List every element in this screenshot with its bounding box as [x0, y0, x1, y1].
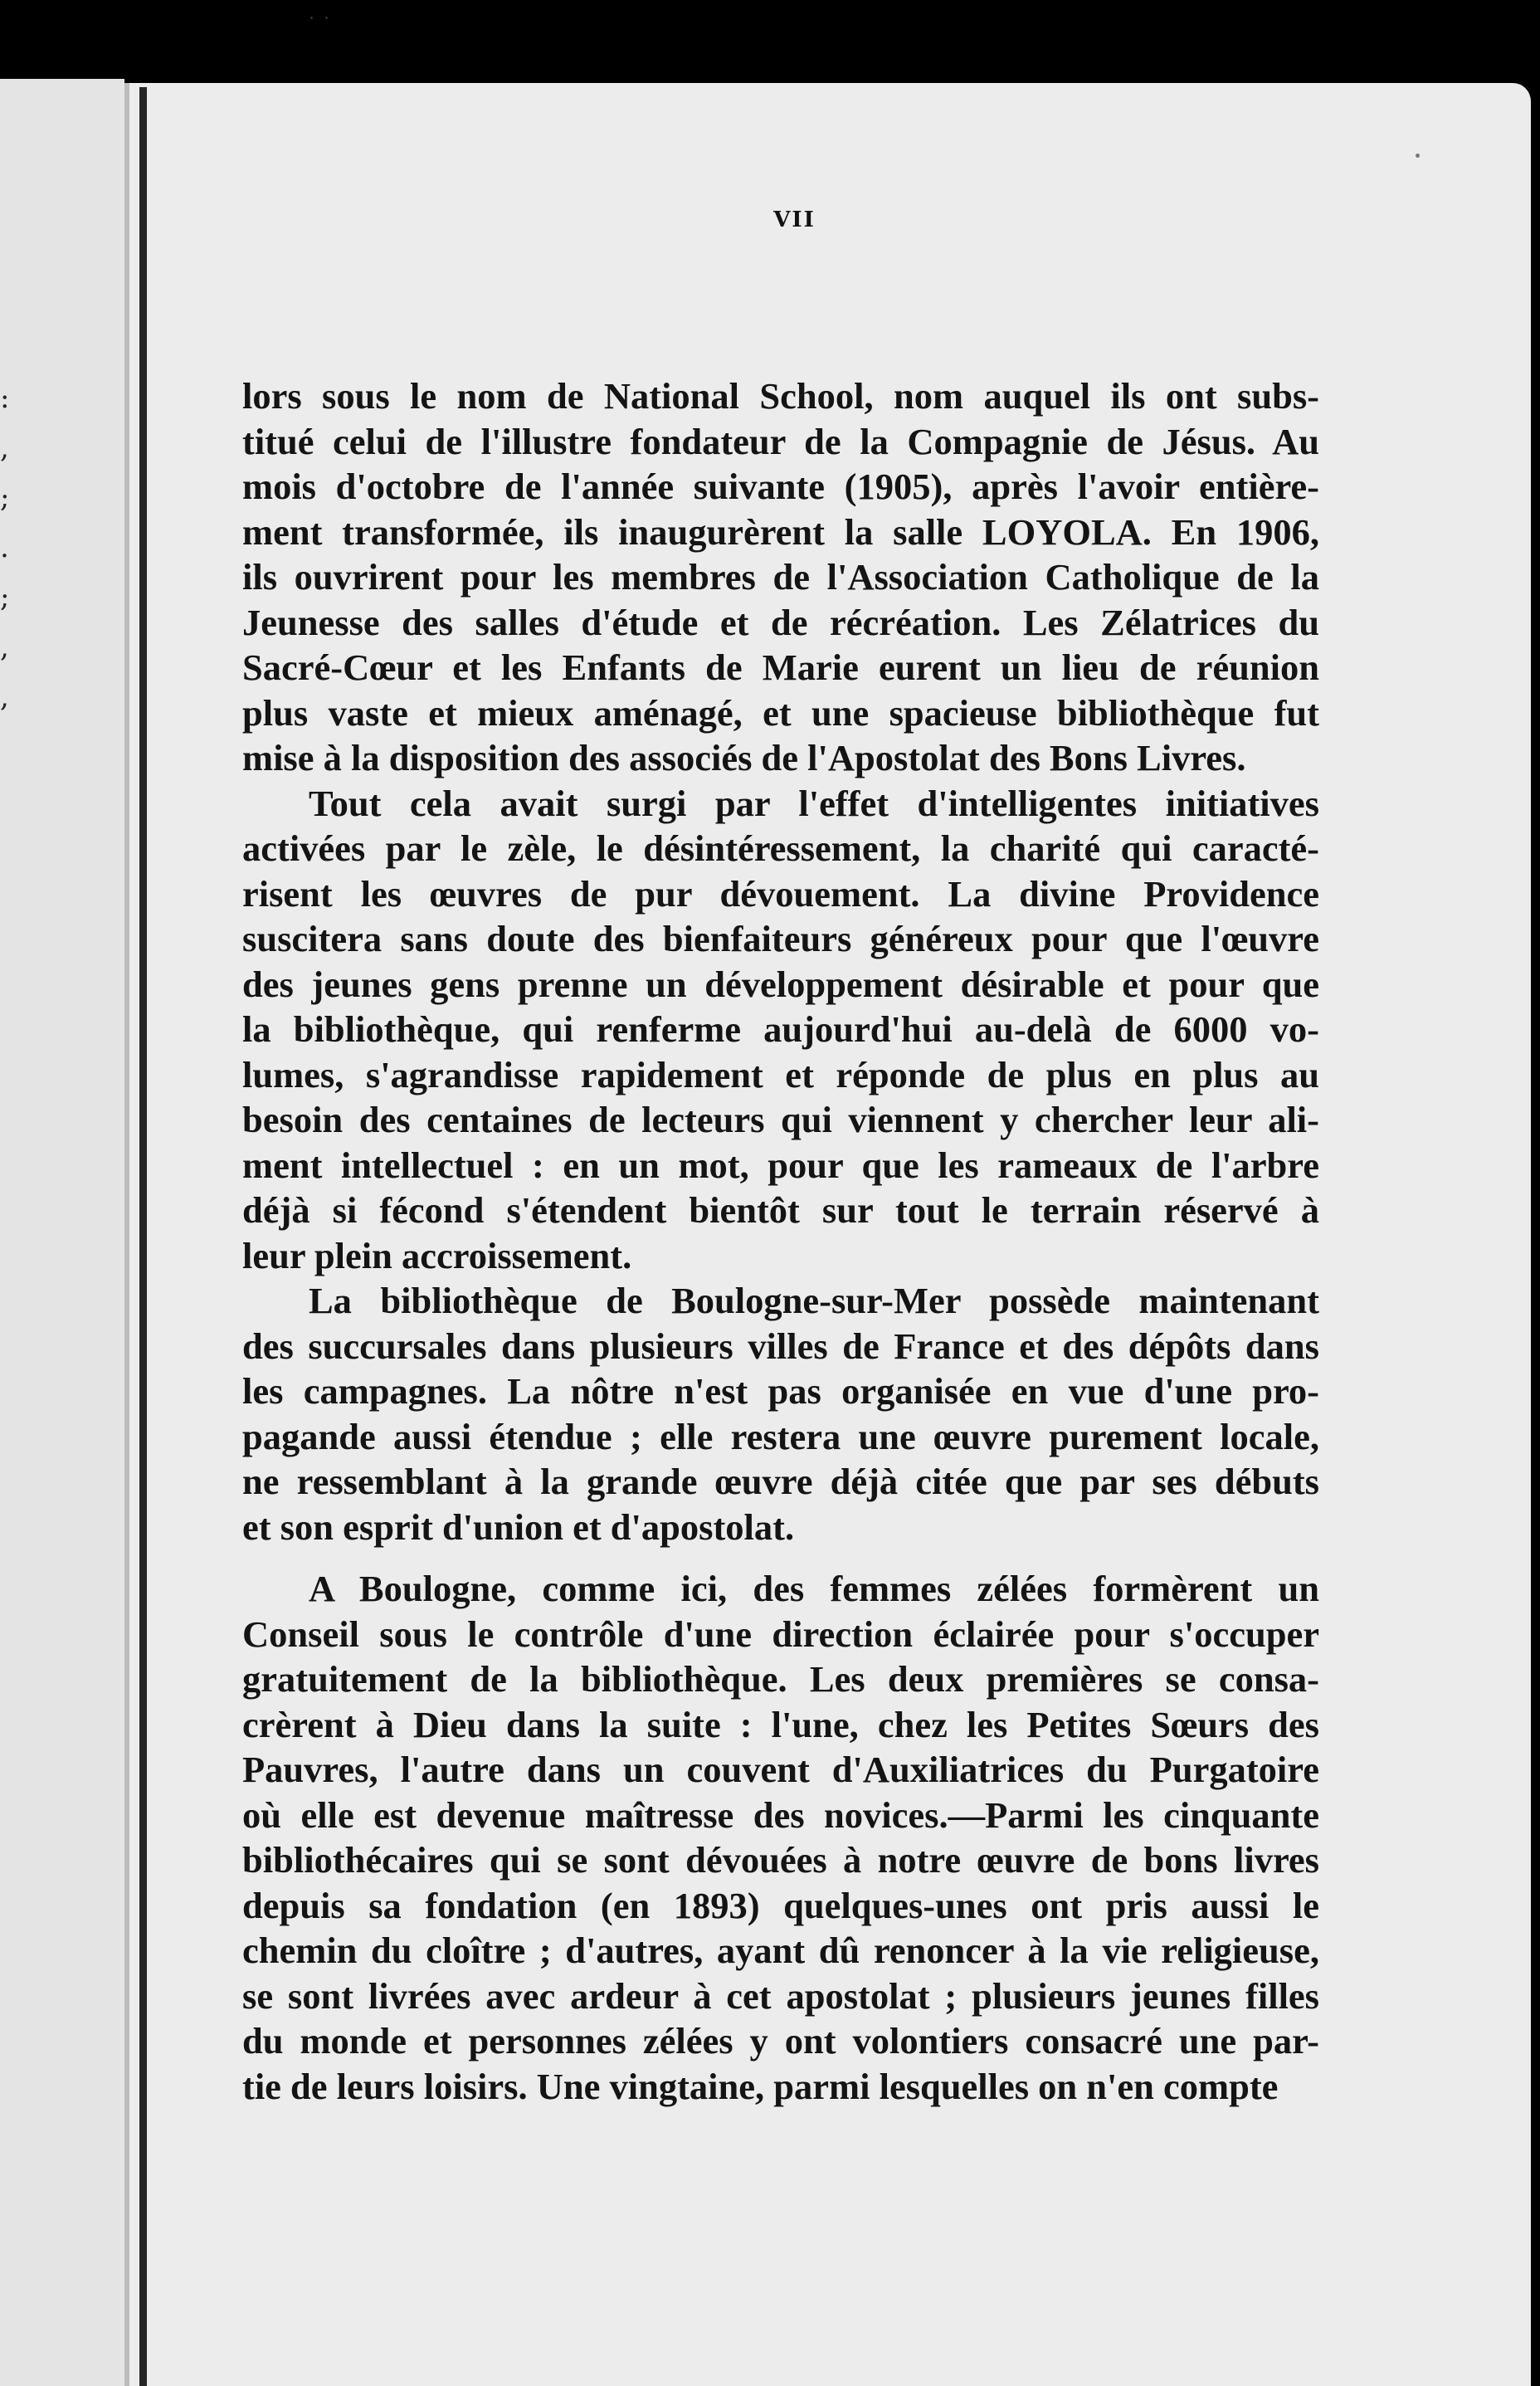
- text-line: leur plein accroissement.: [242, 1234, 632, 1276]
- text-line: plus vaste et mieux aménagé, et une spacieuse bibliothèque fut: [242, 691, 1319, 734]
- text-line: Jeunesse des salles d'étude et de récréation. Les Zélatrices du: [242, 601, 1319, 643]
- text-line: titué celui de l'illustre fondateur de la Compagnie de Jésus. Au: [242, 420, 1319, 462]
- text-line: des succursales dans plusieurs villes de France et des dépôts dans: [242, 1325, 1319, 1367]
- text-line: pagande aussi étendue ; elle restera une œuvre purement locale,: [242, 1415, 1319, 1457]
- body-text: [242, 373, 1319, 2109]
- text-line: ment transformée, ils inaugurèrent la salle LOYOLA. En 1906,: [242, 510, 1319, 553]
- text-line: A Boulogne, comme ici, des femmes zélées formèrent un: [309, 1568, 1319, 1609]
- text-line: lumes, s'agrandisse rapidement et réponde de plus en plus au: [242, 1053, 1319, 1095]
- text-line: suscitera sans doute des bienfaiteurs généreux pour que l'œuvre: [242, 918, 1319, 959]
- text-line: besoin des centaines de lecteurs qui viennent y chercher leur ali-: [242, 1099, 1319, 1140]
- text-line: mois d'octobre de l'année suivante (1905), après l'avoir entière-: [242, 466, 1319, 507]
- text-line: des jeunes gens prenne un développement désirable et pour que: [242, 963, 1319, 1005]
- text-line: gratuitement de la bibliothèque. Les deux premières se consa-: [242, 1658, 1319, 1700]
- text-line: se sont livrées avec ardeur à cet apostolat ; plusieurs jeunes filles: [242, 1974, 1319, 2017]
- text-line: où elle est devenue maîtresse des novices.—Parmi les cinquante: [242, 1793, 1319, 1836]
- page-number: VII: [773, 207, 816, 232]
- text-line: les campagnes. La nôtre n'est pas organisée en vue d'une pro-: [242, 1370, 1319, 1412]
- text-line: depuis sa fondation (en 1893) quelques-unes ont pris aussi le: [242, 1884, 1319, 1926]
- paragraph: [242, 1278, 1319, 1549]
- text-line: Sacré-Cœur et les Enfants de Marie eurent un lieu de réunion: [242, 647, 1319, 688]
- text-line: du monde et personnes zélées y ont volontiers consacré une par-: [242, 2020, 1319, 2062]
- previous-page-edge: [0, 79, 124, 2386]
- text-line: risent les œuvres de pur dévouement. La divine Providence: [242, 872, 1319, 915]
- book-spine-shadow: [139, 87, 147, 2386]
- text-line: La bibliothèque de Boulogne-sur-Mer possède maintenant: [309, 1280, 1319, 1321]
- text-line: Pauvres, l'autre dans un couvent d'Auxiliatrices du Purgatoire: [242, 1749, 1319, 1790]
- text-line: activées par le zèle, le désintéressement, la charité qui caracté-: [242, 827, 1319, 869]
- paragraph: [242, 1566, 1319, 2109]
- text-line: bibliothécaires qui se sont dévouées à notre œuvre de bons livres: [242, 1839, 1319, 1881]
- text-line: mise à la disposition des associés de l'Apostolat des Bons Livres.: [242, 737, 1246, 778]
- text-line: déjà si fécond s'étendent bientôt sur tout le terrain réservé à: [242, 1189, 1319, 1231]
- text-line: la bibliothèque, qui renferme aujourd'hui au-delà de 6000 vo-: [242, 1008, 1319, 1050]
- text-line: chemin du cloître ; d'autres, ayant dû renoncer à la vie religieuse,: [242, 1930, 1319, 1971]
- text-line: et son esprit d'union et d'apostolat.: [242, 1505, 795, 1548]
- text-line: crèrent à Dieu dans la suite : l'une, chez les Petites Sœurs des: [242, 1703, 1319, 1745]
- text-line: ils ouvrirent pour les membres de l'Association Catholique de la: [242, 556, 1319, 598]
- text-line: ne ressemblant à la grande œuvre déjà citée que par ses débuts: [242, 1461, 1319, 1502]
- paragraph: [242, 781, 1319, 1279]
- text-line: Conseil sous le contrôle d'une direction éclairée pour s'occuper: [242, 1613, 1319, 1655]
- paragraph: [242, 373, 1319, 781]
- scan-specks: ˙ ˙: [307, 15, 331, 36]
- text-line: ment intellectuel : en un mot, pour que les rameaux de l'arbre: [242, 1144, 1319, 1186]
- text-line: tie de leurs loisirs. Une vingtaine, parmi lesquelles on n'en compte: [242, 2065, 1279, 2107]
- text-line: Tout cela avait surgi par l'effet d'intelligentes initiatives: [309, 782, 1319, 824]
- previous-page-margin-marks: : , ; . ; , ,: [0, 382, 10, 714]
- text-line: lors sous le nom de National School, nom auquel ils ont subs-: [242, 375, 1319, 417]
- scan-dust-mark: [1416, 154, 1420, 158]
